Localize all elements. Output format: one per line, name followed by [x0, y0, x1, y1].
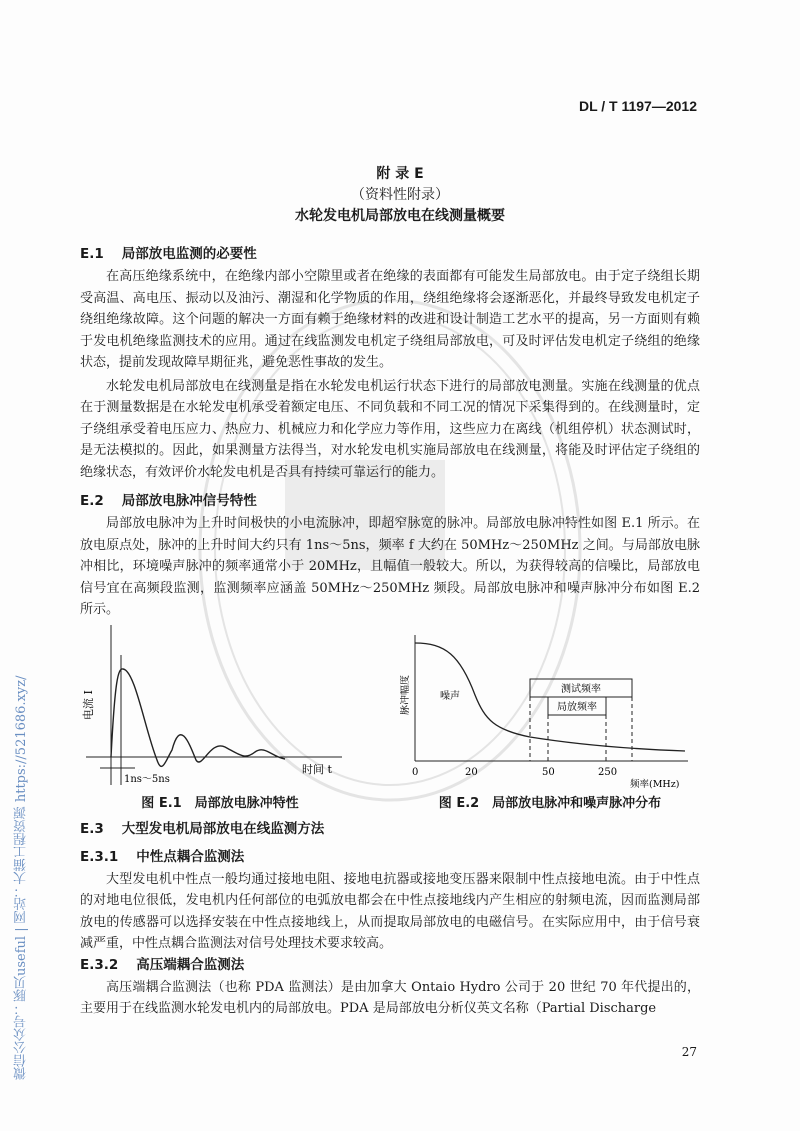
section-heading-e1: E.1 局部放电监测的必要性 [80, 246, 257, 262]
paragraph: 在高压绝缘系统中，在绝缘内部小空隙里或者在绝缘的表面都有可能发生局部放电。由于定子绕组长期受高温、高电压、振动以及油污、潮湿和化学物质的作用，绕组绝缘将会逐渐恶化，并最终导致发电机定子绕组绝缘故障。这个问题的解决一方面有赖于绝缘材料的改进和设计制造工艺水平的提高，另一方面则有赖于发电机绝缘监测技术的应用。通过在线监测发电机定子绕组局部放电，可及时评估发电机定子绕组的绝缘状态，提前发现故障早期征兆，避免恶性事故的发生。 [80, 269, 700, 370]
figure-e2-spectrum [400, 625, 700, 790]
figure-e1-pulse [80, 625, 360, 790]
side-watermark: 微信公众号：豚贝useful | 网站：大猫工程资源 https://521686.xyz/ [14, 675, 29, 1080]
figure-e1 [80, 625, 360, 811]
x-axis-label: 频率(MHz) [630, 778, 680, 790]
section-heading-e32: E.3.2 高压端耦合监测法 [80, 956, 245, 973]
section-heading-e2: E.2 局部放电脉冲信号特性 [80, 493, 257, 509]
tick-label: 250 [598, 766, 618, 778]
paragraph: 大型发电机中性点一般均通过接地电阻、接地电抗器或接地变压器来限制中性点接地电流。由于中性点的对地电位很低，发电机内任何部位的电弧放电都会在中性点接地线内产生相应的射频电流，因而监测局部放电的传感器可以选择安装在中性点接地线上，从而提取局部放电的电磁信号。在实际应用中，由于信号衰减严重，中性点耦合监测法对信号处理技术要求较高。 [80, 871, 700, 951]
paragraph: 水轮发电机局部放电在线测量是指在水轮发电机运行状态下进行的局部放电测量。实施在线测量的优点在于测量数据是在水轮发电机承受着额定电压、不同负载和不同工况的情况下采集得到的。在线测量时，定子绕组承受着电压应力、热应力、机械应力和化学应力等作用，这些应力在离线（机组停机）状态测试时，是无法模拟的。因此，如果测量方法得当，对水轮发电机实施局部放电在线测量，将能及时评估定子绕组的绝缘状态，有效评价水轮发电机是否具有持续可靠运行的能力。 [80, 378, 700, 480]
figure-e2 [400, 625, 700, 811]
y-axis-label: 电流 I [82, 689, 95, 720]
rise-time-label: 1ns～5ns [124, 773, 170, 785]
figures-row [80, 625, 700, 811]
section-heading-e3: E.3 大型发电机局部放电在线监测方法 [80, 820, 325, 837]
appendix-title: 水轮发电机局部放电在线测量概要 [295, 208, 505, 224]
figure-e1-caption: 图 E.1 局部放电脉冲特性 [141, 795, 299, 811]
tick-label: 50 [542, 766, 555, 778]
pd-band-label: 局放频率 [557, 701, 597, 713]
page-number: 27 [681, 1045, 697, 1059]
y-axis-label: 脉冲幅度 [400, 674, 411, 715]
paragraph: 局部放电脉冲为上升时间极快的小电流脉冲，即超窄脉宽的脉冲。局部放电脉冲特性如图 E.1 所示。在放电原点处，脉冲的上升时间大约只有 1ns～5ns，频率 f 大约在 50MHz～250MHz 之间。与局部放电脉冲相比，环境噪声脉冲的频率通常小于 20MHz，且幅值一般较大。所以，为获得较高的信噪比，局部放电信号宜在高频段监测，监测频率应涵盖 50MHz～250MHz 频段。局部放电脉冲和噪声脉冲分布如图 E.2 所示。 [80, 516, 700, 617]
appendix-type: （资料性附录） [351, 187, 449, 203]
paragraph: 高压端耦合监测法（也称 PDA 监测法）是由加拿大 Ontaio Hydro 公司于 20 世纪 70 年代提出的，主要用于在线监测水轮发电机内的局部放电。PDA 是局部放电分析仪英文名称（Partial Discharge [80, 979, 700, 1016]
x-axis-label: 时间 t [302, 762, 332, 776]
document-code: DL / T 1197—2012 [578, 98, 697, 114]
body-content [80, 244, 700, 1020]
section-heading-e31: E.3.1 中性点耦合监测法 [80, 848, 245, 865]
noise-label: 噪声 [440, 690, 460, 702]
figure-e2-caption: 图 E.2 局部放电脉冲和噪声脉冲分布 [438, 795, 662, 811]
pulse-curve [111, 668, 285, 765]
appendix-label: 附 录 E [376, 166, 424, 182]
tick-label: 20 [465, 766, 478, 778]
test-band-label: 测试频率 [561, 683, 601, 695]
tick-label: 0 [412, 766, 419, 778]
